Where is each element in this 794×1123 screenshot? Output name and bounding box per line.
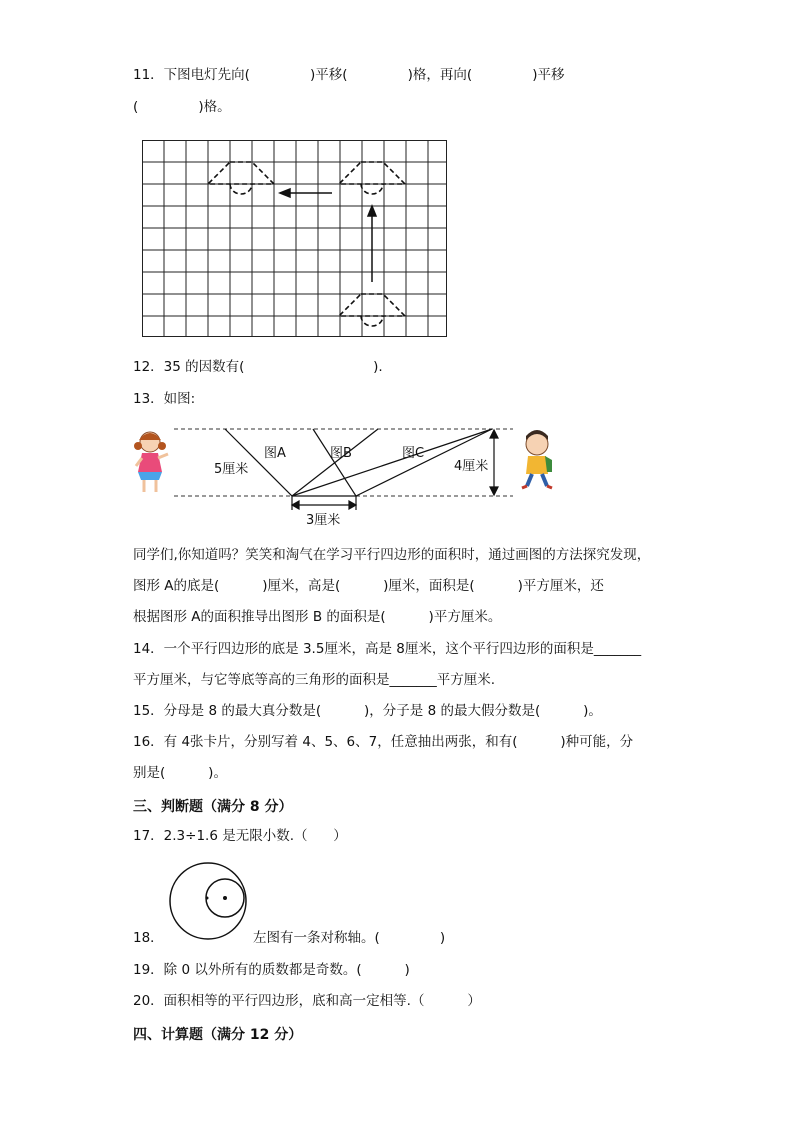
lamp-middle [339, 162, 405, 194]
q16-line1: 16．有 4张卡片，分别写着 4、5、6、7，任意抽出两张，和有( )种可能，分 [133, 734, 634, 750]
q11-line1: 11．下图电灯先向( )平移( )格，再向( )平移 [133, 67, 565, 83]
boy-illustration [522, 430, 552, 488]
lamp-grid-figure [142, 140, 448, 338]
q18-number: 18． [133, 930, 164, 946]
height-arrow [490, 430, 498, 495]
label-figure-c: 图C [402, 446, 425, 461]
base-dimension [292, 496, 356, 510]
q16-line2: 别是( )。 [133, 765, 227, 781]
label-figure-a: 图A [264, 446, 286, 461]
circles-figure [167, 860, 249, 942]
lamp-bottom [339, 294, 405, 326]
q20-text: 20．面积相等的平行四边形，底和高一定相等.（ ） [133, 993, 481, 1009]
q14-line2: 平方厘米，与它等底等高的三角形的面积是_______平方厘米. [133, 672, 496, 688]
parallelogram-figure [128, 420, 568, 530]
q13-paragraph-1: 同学们,你知道吗？笑笑和淘气在学习平行四边形的面积时，通过画图的方法探究发现， [133, 547, 651, 563]
q15-text: 15．分母是 8 的最大真分数是( )，分子是 8 的最大假分数是( )。 [133, 703, 602, 719]
label-right-height: 4厘米 [454, 459, 489, 474]
q13-paragraph-2: 图形 A的底是( )厘米，高是( )厘米，面积是( )平方厘米，还 [133, 578, 604, 594]
grid [142, 140, 447, 337]
arrow-left [280, 189, 332, 197]
q14-line1: 14．一个平行四边形的底是 3.5厘米，高是 8厘米，这个平行四边形的面积是_______ [133, 641, 642, 657]
q11-line2: ( )格。 [133, 99, 231, 115]
q17-text: 17．2.3÷1.6 是无限小数.（ ） [133, 828, 347, 844]
q12-text: 12．35 的因数有( ). [133, 359, 383, 375]
label-left-height: 5厘米 [214, 462, 249, 477]
label-figure-b: 图B [330, 446, 352, 461]
arrow-up [368, 206, 376, 282]
lamp-left [208, 162, 274, 194]
q13-label: 13．如图: [133, 391, 196, 407]
section-4-title: 四、计算题（满分 12 分） [133, 1027, 303, 1043]
girl-illustration [134, 432, 168, 492]
section-3-title: 三、判断题（满分 8 分） [133, 799, 293, 815]
shapes [225, 429, 492, 496]
q19-text: 19．除 0 以外所有的质数都是奇数。( ) [133, 962, 410, 978]
q18-text: 左图有一条对称轴。( ) [253, 930, 446, 946]
label-base: 3厘米 [306, 513, 341, 528]
q13-paragraph-3: 根据图形 A的面积推导出图形 B 的面积是( )平方厘米。 [133, 609, 502, 625]
